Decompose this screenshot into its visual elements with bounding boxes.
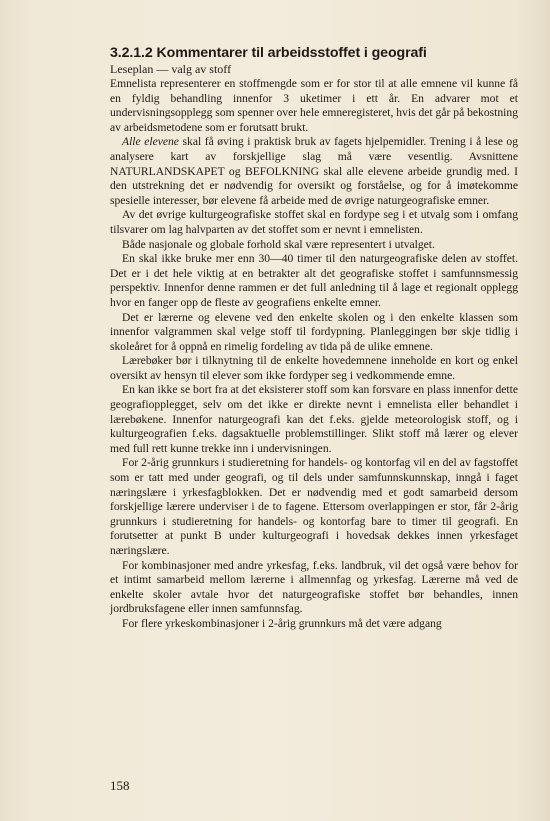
paragraph-list: [110, 77, 518, 632]
paragraph-text: Det er lærerne og elevene ved den enkelte skolen og i den enkelte klassen som innenfor valgrammen skal velge stoff til fordypning. Planleggingen bør skje tidlig i skoleåret for å oppnå en rimelig fordeling av tida på de ulike emnene.: [110, 310, 518, 353]
body-paragraph: [110, 135, 518, 208]
paragraph-text: Både nasjonale og globale forhold skal være representert i utvalget.: [122, 237, 435, 251]
body-paragraph: [110, 456, 518, 558]
paragraph-text: En kan ikke se bort fra at det eksisterer stoff som kan forsvare en plass innenfor dette geografiopplegget, selv om det ikke er direkte nevnt i emnelista eller behandlet i lærebøkene. Innenfor naturgeografi kan det f.eks. gjelde meteorologisk stoff, og i kulturgeografien f.eks. dagsaktuelle problemstillinger. Slikt stoff må lærer og elever med full rett kunne trekke inn i undervisningen.: [110, 383, 518, 455]
paragraph-text: For kombinasjoner med andre yrkesfag, f.eks. landbruk, vil det også være behov for et intimt samarbeid mellom lærerne i allmennfag og yrkesfag. Lærerne må ved de enkelte skoler avtale hvor det naturgeografiske stoffet bør behandles, innen jordbruksfagene eller innen samfunnsfag.: [110, 558, 518, 616]
paragraph-text: Av det øvrige kulturgeografiske stoffet skal en fordype seg i et utvalg som i omfang tilsvarer om lag halvparten av det stoffet som er nevnt i emnelisten.: [110, 208, 518, 236]
body-paragraph: [110, 617, 518, 632]
paragraph-text: For 2-årig grunnkurs i studieretning for handels- og kontorfag vil en del av fagstoffet som er tatt med under geografi, og til dels under samfunnskunnskap, inngå i faget næringslære i yrkesfagblokken. Det er nødvendig med et godt samarbeid dersom forskjellige lærere underviser i de to fagene. Ettersom overlappingen er stor, får 2-årig grunnkurs i studieretning for handels- og kontorfag bare to timer til geografi. En forutsetter at punkt B under kulturgeografi i hovedsak dekkes innen yrkesfaget næringslære.: [110, 456, 518, 557]
paragraph-text: En skal ikke bruke mer enn 30—40 timer til den naturgeografiske delen av stoffet. Det er i det hele viktig at en betrakter alt det geografiske stoffet i samfunnsmessig perspektiv. Innenfor denne rammen er det full anledning til å lage et regionalt opplegg hvor en fanger opp de fleste av geografiens enkelte emner.: [110, 252, 518, 309]
page-number: 158: [110, 778, 130, 793]
body-paragraph: [110, 354, 518, 383]
body-paragraph: [110, 238, 518, 253]
emphasis-text: Alle elevene: [122, 135, 179, 149]
body-paragraph: [110, 559, 518, 617]
body-paragraph: [110, 383, 518, 456]
section-heading: 3.2.1.2 Kommentarer til arbeidsstoffet i geografi: [110, 45, 427, 61]
paragraph-text: Emnelista representerer en stoffmengde som er for stor til at alle emnene vil kunne få en fyldig behandling innenfor 3 uketimer i ett år. En advarer mot et undervisningsopplegg som spenner over hele emneregisteret, hvis det går på bekostning av arbeidsmetodene som er forutsatt brukt.: [110, 77, 518, 134]
section-subheading: Leseplan — valg av stoff: [110, 62, 232, 76]
paragraph-text: Lærebøker bør i tilknytning til de enkelte hovedemnene inneholde en kort og enkel oversikt av hensyn til elever som ikke fordyper seg i vedkommende emne.: [110, 354, 518, 382]
paragraph-text: skal få øving i praktisk bruk av fagets hjelpemidler. Trening i å lese og analysere kart av forskjellige slag må være vesentlig. Avsnittene NATURLANDSKAPET og BEFOLKNING skal alle elevene arbeide grundig med. I den utstrekning det er nødvendig for oversikt og forståelse, og for å imøtekomme spesielle interesser, bør elevene få arbeide med de øvrige naturgeografiske emner.: [110, 135, 518, 207]
body-paragraph: [110, 77, 518, 135]
body-paragraph: [110, 311, 518, 355]
body-paragraph: [110, 208, 518, 237]
body-paragraph: [110, 252, 518, 310]
page-content: [110, 45, 518, 632]
paragraph-text: For flere yrkeskombinasjoner i 2-årig grunnkurs må det være adgang: [122, 616, 442, 630]
